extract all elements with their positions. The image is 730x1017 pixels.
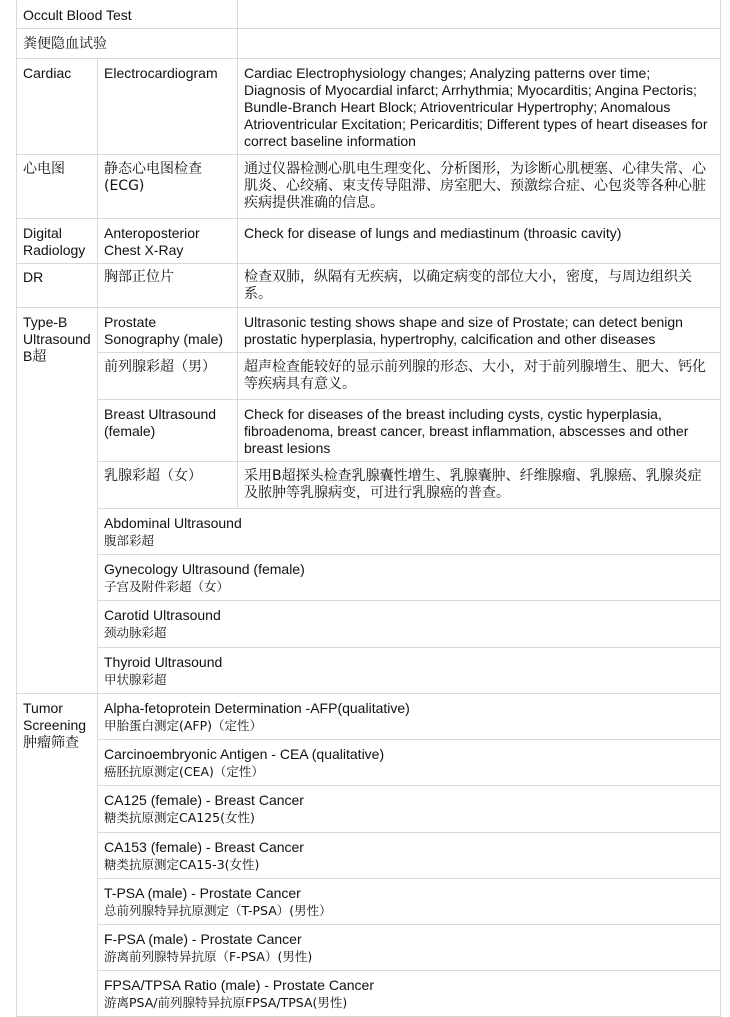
table-row — [17, 264, 721, 308]
table-row — [17, 0, 721, 29]
desc-prostate-sonography: Ultrasonic testing shows shape and size of Prostate; can detect benign prostatic hyperplasia, hypertrophy, calcification and other diseases — [238, 308, 721, 353]
exam-table — [16, 0, 721, 1017]
table-row — [17, 462, 721, 509]
category-ultrasound — [17, 308, 98, 694]
item-zh: 癌胚抗原测定(CEA)（定性） — [104, 764, 264, 779]
item-en: CA125 (female) - Breast Cancer — [104, 792, 304, 808]
item-zh: 游离PSA/前列腺特异抗原FPSA/TPSA(男性) — [104, 995, 348, 1010]
item-abdominal-ultrasound — [98, 509, 721, 555]
item-zh: 总前列腺特异抗原测定（T-PSA）(男性） — [104, 903, 332, 918]
item-zh: 糖类抗原测定CA15-3(女性) — [104, 857, 260, 872]
item-zh: 腹部彩超 — [104, 533, 155, 548]
category-ultrasound-line3: B超 — [23, 348, 47, 364]
item-en: Gynecology Ultrasound (female) — [104, 561, 305, 577]
table-row — [17, 308, 721, 353]
item-zh: 甲胎蛋白测定(AFP)（定性） — [104, 718, 263, 733]
table-row — [17, 740, 721, 786]
table-row — [17, 400, 721, 462]
table-row — [17, 353, 721, 400]
table-row — [17, 59, 721, 155]
item-ecg-zh: 静态心电图检查(ECG) — [98, 155, 238, 219]
occult-blood-label: Occult Blood Test — [17, 0, 238, 29]
item-zh: 颈动脉彩超 — [104, 625, 167, 640]
item-prostate-sonography: Prostate Sonography (male) — [98, 308, 238, 353]
category-radiology: Digital Radiology — [17, 219, 98, 264]
item-zh: 糖类抗原测定CA125(女性) — [104, 810, 255, 825]
item-ca125 — [98, 786, 721, 833]
table-row — [17, 786, 721, 833]
table-row — [17, 155, 721, 219]
table-row — [17, 694, 721, 740]
table-row — [17, 555, 721, 601]
item-tpsa — [98, 879, 721, 925]
item-en: CA153 (female) - Breast Cancer — [104, 839, 304, 855]
table-row — [17, 29, 721, 59]
item-en: Thyroid Ultrasound — [104, 654, 223, 670]
item-thyroid-ultrasound — [98, 648, 721, 694]
table-row — [17, 971, 721, 1017]
category-tumor-screening — [17, 694, 98, 1017]
table-row — [17, 219, 721, 264]
category-dr: DR — [17, 264, 98, 308]
item-prostate-zh: 前列腺彩超（男） — [98, 353, 238, 400]
item-breast-ultrasound: Breast Ultrasound (female) — [98, 400, 238, 462]
desc-breast-ultrasound: Check for diseases of the breast including cysts, cystic hyperplasia, fibroadenoma, breast cancer, breast inflammation, abscesses and other breast lesions — [238, 400, 721, 462]
category-tumor-line1: Tumor — [23, 700, 63, 716]
table-row — [17, 833, 721, 879]
item-en: T-PSA (male) - Prostate Cancer — [104, 885, 301, 901]
table-row — [17, 925, 721, 971]
category-cardiac: Cardiac — [17, 59, 98, 155]
item-fpsa — [98, 925, 721, 971]
table-row — [17, 648, 721, 694]
desc-electrocardiogram: Cardiac Electrophysiology changes; Analyzing patterns over time; Diagnosis of Myocardial infarct; Arrhythmia; Myocarditis; Angina Pectoris; Bundle-Branch Heart Block; Atrioventricular Hypertrophy; Anomalous Atrioventricular Excitation; Pericarditis; Different types of heart diseases for correct baseline information — [238, 59, 721, 155]
item-gynecology-ultrasound — [98, 555, 721, 601]
occult-blood-label-zh: 粪便隐血试验 — [17, 29, 238, 59]
item-en: Carotid Ultrasound — [104, 607, 221, 623]
table-row — [17, 879, 721, 925]
desc-ecg-zh: 通过仪器检测心肌电生理变化、分析图形，为诊断心肌梗塞、心律失常、心肌炎、心绞痛、束支传导阻滞、房室肥大、预激综合症、心包炎等各种心脏疾病提供准确的信息。 — [238, 155, 721, 219]
category-tumor-line2: Screening — [23, 717, 87, 733]
desc-breast-zh: 采用B超探头检查乳腺囊性增生、乳腺囊肿、纤维腺瘤、乳腺癌、乳腺炎症及脓肿等乳腺病变，可进行乳腺癌的普查。 — [238, 462, 721, 509]
item-carotid-ultrasound — [98, 601, 721, 648]
table-row — [17, 601, 721, 648]
desc-chest-xray: Check for disease of lungs and mediastinum (throasic cavity) — [238, 219, 721, 264]
empty-cell — [238, 29, 721, 59]
desc-chest-xray-zh: 检查双肺，纵隔有无疾病，以确定病变的部位大小，密度，与周边组织关系。 — [238, 264, 721, 308]
category-ultrasound-line1: Type-B — [23, 314, 68, 330]
empty-cell — [238, 0, 721, 29]
item-fpsa-tpsa-ratio — [98, 971, 721, 1017]
item-en: Carcinoembryonic Antigen - CEA (qualitative) — [104, 746, 385, 762]
table-row — [17, 509, 721, 555]
desc-prostate-zh: 超声检查能较好的显示前列腺的形态、大小，对于前列腺增生、肥大、钙化等疾病具有意义。 — [238, 353, 721, 400]
item-electrocardiogram: Electrocardiogram — [98, 59, 238, 155]
category-tumor-line3: 肿瘤筛查 — [23, 734, 79, 750]
item-chest-xray-zh: 胸部正位片 — [98, 264, 238, 308]
item-afp — [98, 694, 721, 740]
item-zh: 甲状腺彩超 — [104, 672, 167, 687]
item-en: FPSA/TPSA Ratio (male) - Prostate Cancer — [104, 977, 374, 993]
item-en: F-PSA (male) - Prostate Cancer — [104, 931, 302, 947]
item-zh: 游离前列腺特异抗原（F-PSA）(男性) — [104, 949, 313, 964]
item-breast-zh: 乳腺彩超（女） — [98, 462, 238, 509]
category-ultrasound-line2: Ultrasound — [23, 331, 91, 347]
item-en: Abdominal Ultrasound — [104, 515, 242, 531]
item-chest-xray: Anteroposterior Chest X-Ray — [98, 219, 238, 264]
item-ca153 — [98, 833, 721, 879]
item-en: Alpha-fetoprotein Determination -AFP(qualitative) — [104, 700, 410, 716]
item-zh: 子宫及附件彩超（女） — [104, 579, 230, 594]
item-cea — [98, 740, 721, 786]
category-cardiac-zh: 心电图 — [17, 155, 98, 219]
